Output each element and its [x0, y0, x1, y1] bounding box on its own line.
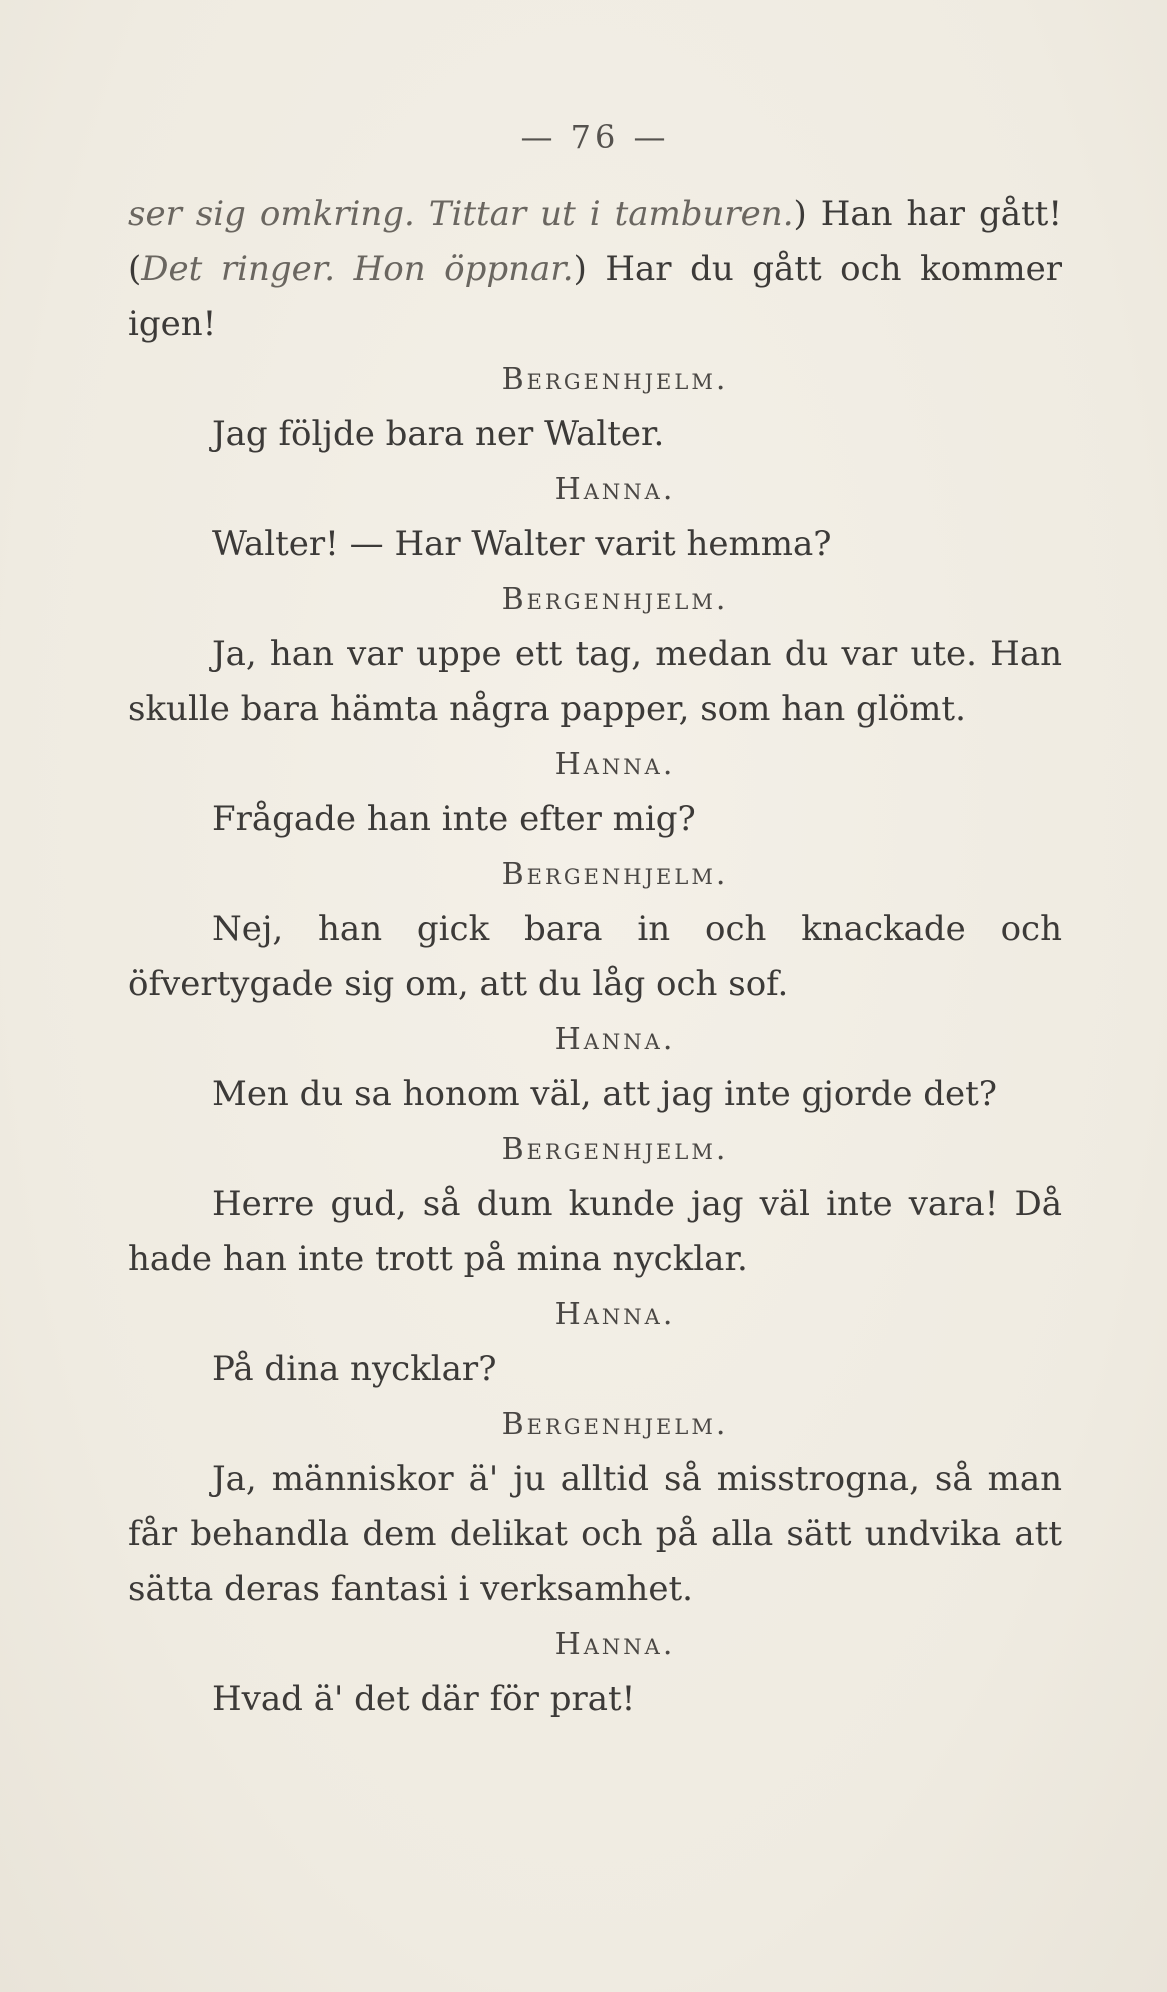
speaker-name: Bergenhjelm. — [501, 1407, 729, 1442]
dialogue-line: Hvad ä' det där för prat! — [212, 1679, 636, 1719]
speaker-name: Hanna. — [554, 747, 676, 782]
speaker-name: Bergenhjelm. — [501, 1132, 729, 1167]
speaker-name: Bergenhjelm. — [501, 362, 729, 397]
speaker-name: Hanna. — [554, 472, 676, 507]
dialogue-line: Men du sa honom väl, att jag inte gjorde det? — [212, 1074, 998, 1114]
dialogue-line: Frågade han inte efter mig? — [212, 799, 696, 839]
dialogue-line: Ja, människor ä' ju alltid så misstrogna, så man får behandla dem delikat och på alla sätt undvika att sätta deras fantasi i verksamhet. — [128, 1459, 1062, 1609]
speaker-name: Hanna. — [554, 1297, 676, 1332]
speaker-name: Bergenhjelm. — [501, 857, 729, 892]
speaker-name: Hanna. — [554, 1627, 676, 1662]
dialogue-line: På dina nycklar? — [212, 1349, 497, 1389]
speaker-name: Bergenhjelm. — [501, 582, 729, 617]
dialogue-line: Nej, han gick bara in och knackade och öfvertygade sig om, att du låg och sof. — [128, 909, 1062, 1004]
speaker-name: Hanna. — [554, 1022, 676, 1057]
page-text — [128, 110, 1062, 1727]
dialogue-text: ) Han har gått! ( — [128, 194, 1062, 289]
dialogue-line: Herre gud, så dum kunde jag väl inte vara! Då hade han inte trott på mina nycklar. — [128, 1184, 1062, 1279]
stage-direction: ser sig omkring. Tittar ut i tamburen. — [128, 194, 794, 234]
dialogue-line: Ja, han var uppe ett tag, medan du var ute. Han skulle bara hämta några papper, som han glömt. — [128, 634, 1062, 729]
dialogue-line: Walter! — Har Walter varit hemma? — [212, 524, 832, 564]
page-number: — 76 — — [520, 118, 670, 156]
stage-direction: Det ringer. Hon öppnar. — [141, 249, 574, 289]
opening-paragraph — [128, 187, 1062, 352]
dialogue-text: ) Har du gått och kommer igen! — [128, 249, 1062, 344]
dialogue-line: Jag följde bara ner Walter. — [212, 414, 665, 454]
